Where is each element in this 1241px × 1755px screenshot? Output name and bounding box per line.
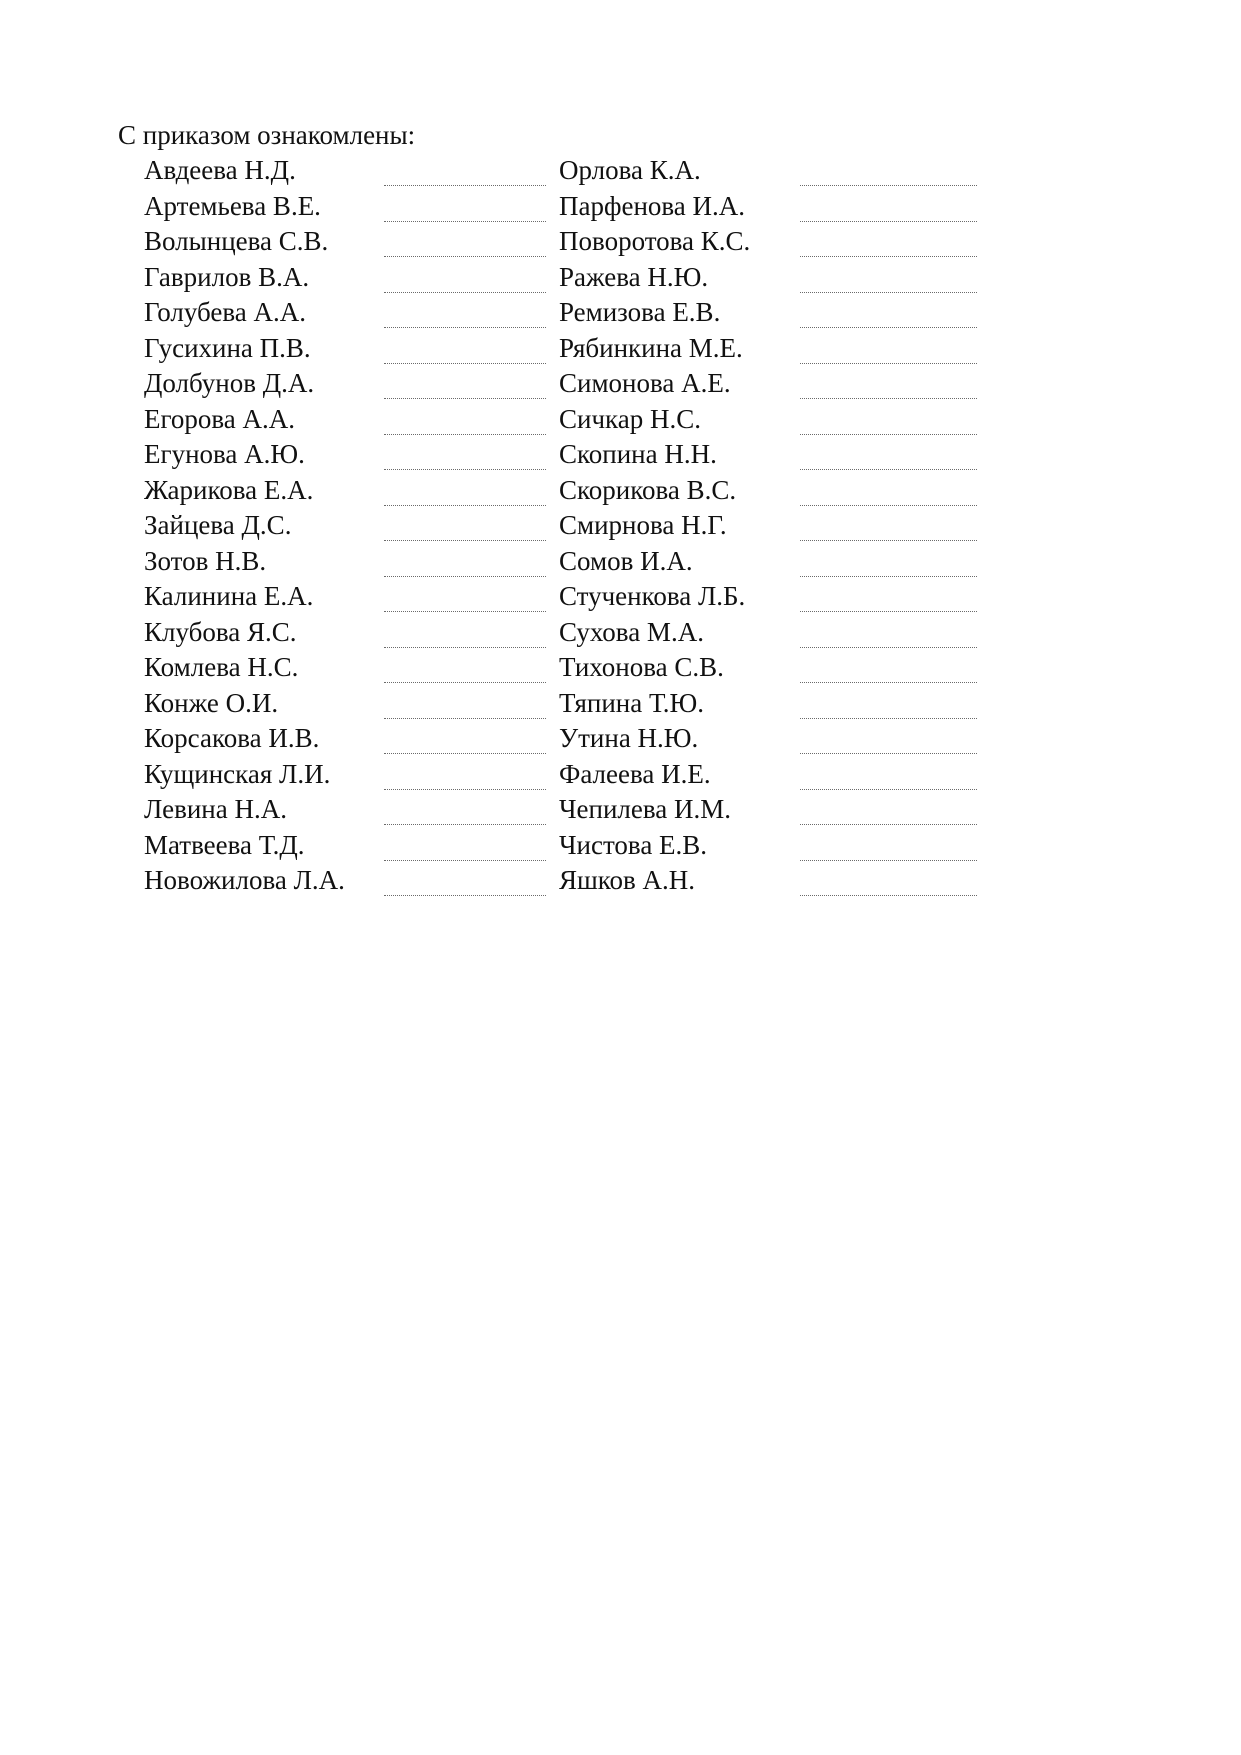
signature-line-right bbox=[800, 469, 977, 470]
roster-row bbox=[0, 295, 1241, 331]
acknowledgement-heading: С приказом ознакомлены: bbox=[118, 120, 416, 150]
employee-name-left: Конже О.И. bbox=[144, 687, 279, 718]
employee-name-right: Ражева Н.Ю. bbox=[559, 261, 709, 292]
signature-line-left bbox=[384, 327, 546, 328]
signature-line-left bbox=[384, 860, 546, 861]
signature-line-right bbox=[800, 789, 977, 790]
signature-line-right bbox=[800, 647, 977, 648]
roster-row bbox=[0, 331, 1241, 367]
signature-line-left bbox=[384, 576, 546, 577]
signature-line-right bbox=[800, 398, 977, 399]
signature-line-right bbox=[800, 682, 977, 683]
employee-name-left: Долбунов Д.А. bbox=[144, 368, 315, 398]
signature-line-left bbox=[384, 505, 546, 506]
roster-row bbox=[0, 757, 1241, 793]
employee-name-right: Тяпина Т.Ю. bbox=[559, 687, 705, 718]
signature-line-right bbox=[800, 576, 977, 577]
signature-line-right bbox=[800, 753, 977, 754]
signature-line-left bbox=[384, 256, 546, 257]
signature-line-right bbox=[800, 434, 977, 435]
signature-line-left bbox=[384, 718, 546, 719]
signature-line-right bbox=[800, 292, 977, 293]
signature-line-left bbox=[384, 292, 546, 293]
employee-name-left: Голубева А.А. bbox=[144, 297, 306, 327]
signature-line-right bbox=[800, 860, 977, 861]
employee-name-left: Матвеева Т.Д. bbox=[144, 829, 305, 860]
signature-line-left bbox=[384, 753, 546, 754]
employee-name-right: Поворотова К.С. bbox=[559, 226, 751, 256]
signature-line-left bbox=[384, 221, 546, 222]
employee-name-right: Сухова М.А. bbox=[559, 616, 704, 647]
employee-name-right: Симонова А.Е. bbox=[559, 368, 731, 398]
employee-name-right: Скопина Н.Н. bbox=[559, 439, 717, 469]
roster-row bbox=[0, 224, 1241, 260]
signature-line-left bbox=[384, 682, 546, 683]
employee-name-left: Кущинская Л.И. bbox=[144, 758, 331, 789]
employee-name-right: Стученкова Л.Б. bbox=[559, 581, 746, 611]
employee-name-right: Скорикова В.С. bbox=[559, 474, 737, 505]
employee-name-left: Жарикова Е.А. bbox=[144, 474, 314, 505]
employee-name-right: Рябинкина М.Е. bbox=[559, 332, 743, 363]
roster-row bbox=[0, 828, 1241, 864]
employee-name-left: Гаврилов В.А. bbox=[144, 261, 310, 292]
employee-name-left: Новожилова Л.А. bbox=[144, 865, 345, 895]
employee-name-right: Чистова Е.В. bbox=[559, 829, 708, 860]
employee-name-right: Фалеева И.Е. bbox=[559, 758, 711, 789]
employee-name-left: Гусихина П.В. bbox=[144, 332, 311, 363]
roster-row bbox=[0, 473, 1241, 509]
employee-name-left: Егунова А.Ю. bbox=[144, 439, 305, 469]
roster-row bbox=[0, 650, 1241, 686]
employee-name-left: Комлева Н.С. bbox=[144, 652, 299, 682]
signature-line-left bbox=[384, 185, 546, 186]
employee-name-right: Яшков А.Н. bbox=[559, 865, 696, 895]
roster-row bbox=[0, 402, 1241, 438]
employee-name-left: Калинина Е.А. bbox=[144, 581, 314, 611]
signature-line-left bbox=[384, 611, 546, 612]
signature-line-right bbox=[800, 824, 977, 825]
employee-name-right: Утина Н.Ю. bbox=[559, 723, 699, 753]
signature-line-left bbox=[384, 398, 546, 399]
signature-line-right bbox=[800, 221, 977, 222]
roster-row bbox=[0, 579, 1241, 615]
roster-row bbox=[0, 508, 1241, 544]
employee-name-right: Парфенова И.А. bbox=[559, 190, 746, 221]
roster-row bbox=[0, 686, 1241, 722]
signature-line-right bbox=[800, 327, 977, 328]
roster-row bbox=[0, 260, 1241, 296]
roster-row bbox=[0, 544, 1241, 580]
roster-row bbox=[0, 863, 1241, 899]
roster-row bbox=[0, 153, 1241, 189]
signature-line-right bbox=[800, 256, 977, 257]
employee-name-left: Левина Н.А. bbox=[144, 794, 287, 824]
employee-name-right: Ремизова Е.В. bbox=[559, 297, 721, 327]
signature-line-left bbox=[384, 895, 546, 896]
employee-name-left: Авдеева Н.Д. bbox=[144, 155, 296, 185]
signature-line-left bbox=[384, 363, 546, 364]
signature-line-left bbox=[384, 469, 546, 470]
signature-line-right bbox=[800, 185, 977, 186]
roster-row bbox=[0, 366, 1241, 402]
employee-name-left: Корсакова И.В. bbox=[144, 723, 320, 753]
employee-name-right: Орлова К.А. bbox=[559, 155, 701, 185]
signature-roster bbox=[0, 153, 1241, 899]
employee-name-left: Зотов Н.В. bbox=[144, 545, 267, 576]
roster-row bbox=[0, 721, 1241, 757]
roster-row bbox=[0, 189, 1241, 225]
employee-name-left: Егорова А.А. bbox=[144, 403, 296, 434]
signature-line-left bbox=[384, 434, 546, 435]
signature-line-right bbox=[800, 505, 977, 506]
signature-line-right bbox=[800, 540, 977, 541]
signature-line-right bbox=[800, 363, 977, 364]
signature-line-left bbox=[384, 540, 546, 541]
roster-row bbox=[0, 437, 1241, 473]
employee-name-right: Смирнова Н.Г. bbox=[559, 510, 727, 540]
employee-name-left: Зайцева Д.С. bbox=[144, 510, 292, 540]
signature-line-left bbox=[384, 647, 546, 648]
roster-row bbox=[0, 792, 1241, 828]
employee-name-left: Артемьева В.Е. bbox=[144, 190, 321, 221]
signature-line-right bbox=[800, 611, 977, 612]
employee-name-right: Сичкар Н.С. bbox=[559, 403, 701, 434]
signature-line-left bbox=[384, 789, 546, 790]
signature-line-right bbox=[800, 718, 977, 719]
employee-name-right: Сомов И.А. bbox=[559, 545, 693, 576]
signature-line-left bbox=[384, 824, 546, 825]
signature-line-right bbox=[800, 895, 977, 896]
employee-name-left: Клубова Я.С. bbox=[144, 616, 297, 647]
employee-name-right: Тихонова С.В. bbox=[559, 652, 724, 682]
employee-name-right: Чепилева И.М. bbox=[559, 794, 732, 824]
employee-name-left: Волынцева С.В. bbox=[144, 226, 329, 256]
roster-row bbox=[0, 615, 1241, 651]
